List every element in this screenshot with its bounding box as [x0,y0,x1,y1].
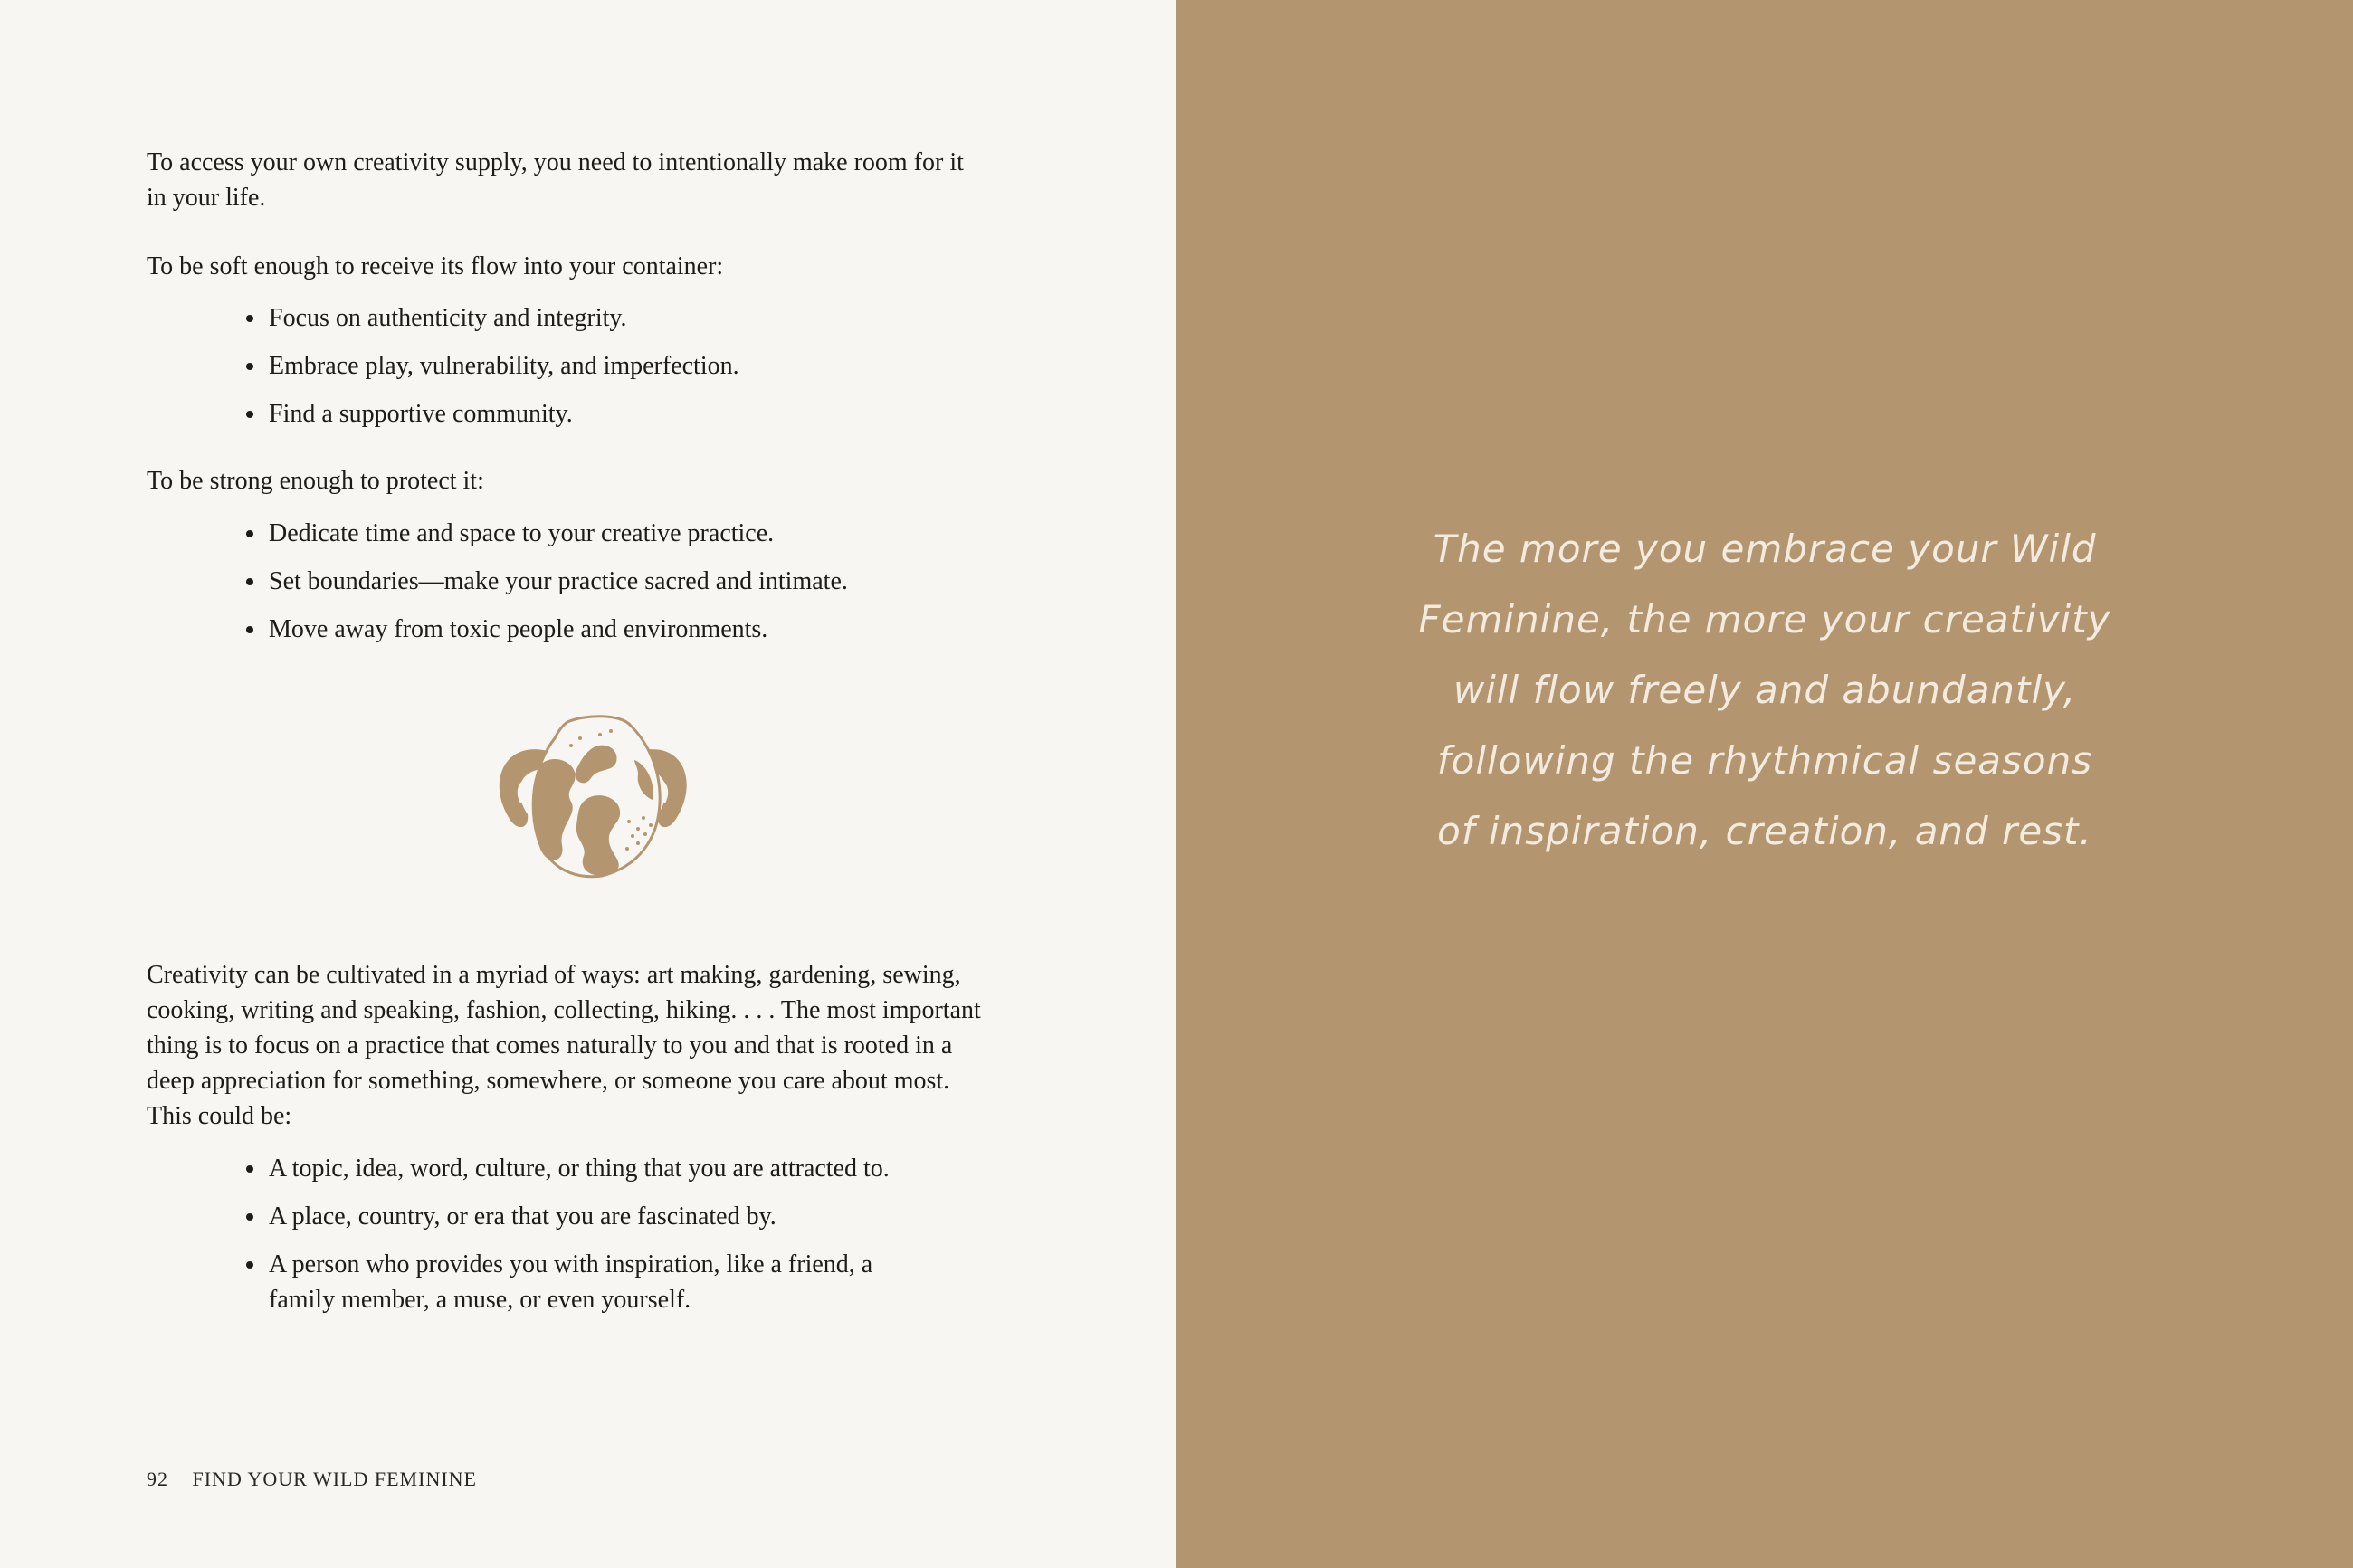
page-footer [147,1468,477,1491]
list-item-text: Dedicate time and space to your creative practice. [269,519,775,547]
quote-line: of inspiration, creation, and rest. [1437,809,2092,853]
bullet-icon [246,626,253,633]
list-item [147,1151,975,1186]
list-item [147,300,975,336]
list-item [147,1199,975,1234]
pull-quote [1176,514,2353,867]
list-item-text: Embrace play, vulnerability, and imperfection. [269,352,739,380]
intro-paragraph-line: in your life. [147,184,266,212]
list-item-text: Move away from toxic people and environments. [269,615,768,643]
list-item [147,516,975,551]
soft-paragraph [147,249,1034,284]
bullet-icon [246,363,253,370]
page-number: 92 [147,1468,168,1490]
quote-line: will flow freely and abundantly, [1453,668,2077,712]
soft-list [147,300,975,444]
list-item [147,1247,975,1317]
list-item-text: A topic, idea, word, culture, or thing that you are attracted to. [269,1155,890,1183]
list-item [147,612,975,647]
cultivation-paragraph-line: Creativity can be cultivated in a myriad of ways: art making, gardening, sewing, [147,961,961,989]
quote-line: Feminine, the more your creativity [1418,597,2111,641]
bullet-icon [246,578,253,585]
quote-line: following the rhythmical seasons [1436,738,2093,783]
strong-paragraph [147,463,1034,499]
list-item-text: Find a supportive community. [269,400,573,428]
bullet-icon [246,1213,253,1221]
quote-line: The more you embrace your Wild [1433,527,2097,571]
cultivation-paragraph-line: deep appreciation for something, somewhere, or someone you care about most. [147,1067,950,1095]
cultivation-paragraph-line: This could be: [147,1102,292,1130]
intro-paragraph-line: To access your own creativity supply, you need to intentionally make room for it [147,148,964,176]
bullet-icon [246,411,253,418]
cultivation-paragraph-line: cooking, writing and speaking, fashion, collecting, hiking. . . . The most important [147,996,981,1024]
cultivation-paragraph [147,957,1034,1134]
running-title: FIND YOUR WILD FEMININE [192,1468,477,1490]
list-item [147,396,975,432]
could-be-list [147,1151,975,1330]
cultivation-paragraph-line: thing is to focus on a practice that comes naturally to you and that is rooted in a [147,1031,953,1060]
bullet-icon [246,1261,253,1269]
strong-paragraph-text: To be strong enough to protect it: [147,467,484,495]
soft-paragraph-text: To be soft enough to receive its flow into your container: [147,252,724,280]
left-page [0,0,1176,1568]
list-item-text: A place, country, or era that you are fascinated by. [269,1202,776,1231]
strong-list [147,516,975,660]
list-item [147,564,975,599]
intro-paragraph [147,145,1034,215]
list-item-text: Set boundaries—make your practice sacred and intimate. [269,567,848,595]
bullet-icon [246,530,253,537]
list-item-text: family member, a muse, or even yourself. [269,1286,691,1314]
vase-icon [484,713,701,880]
bullet-icon [246,1165,253,1173]
list-item-text: A person who provides you with inspiration, like a friend, a [269,1250,873,1278]
list-item [147,348,975,384]
bullet-icon [246,315,253,322]
right-page [1176,0,2353,1568]
list-item-text: Focus on authenticity and integrity. [269,304,627,332]
